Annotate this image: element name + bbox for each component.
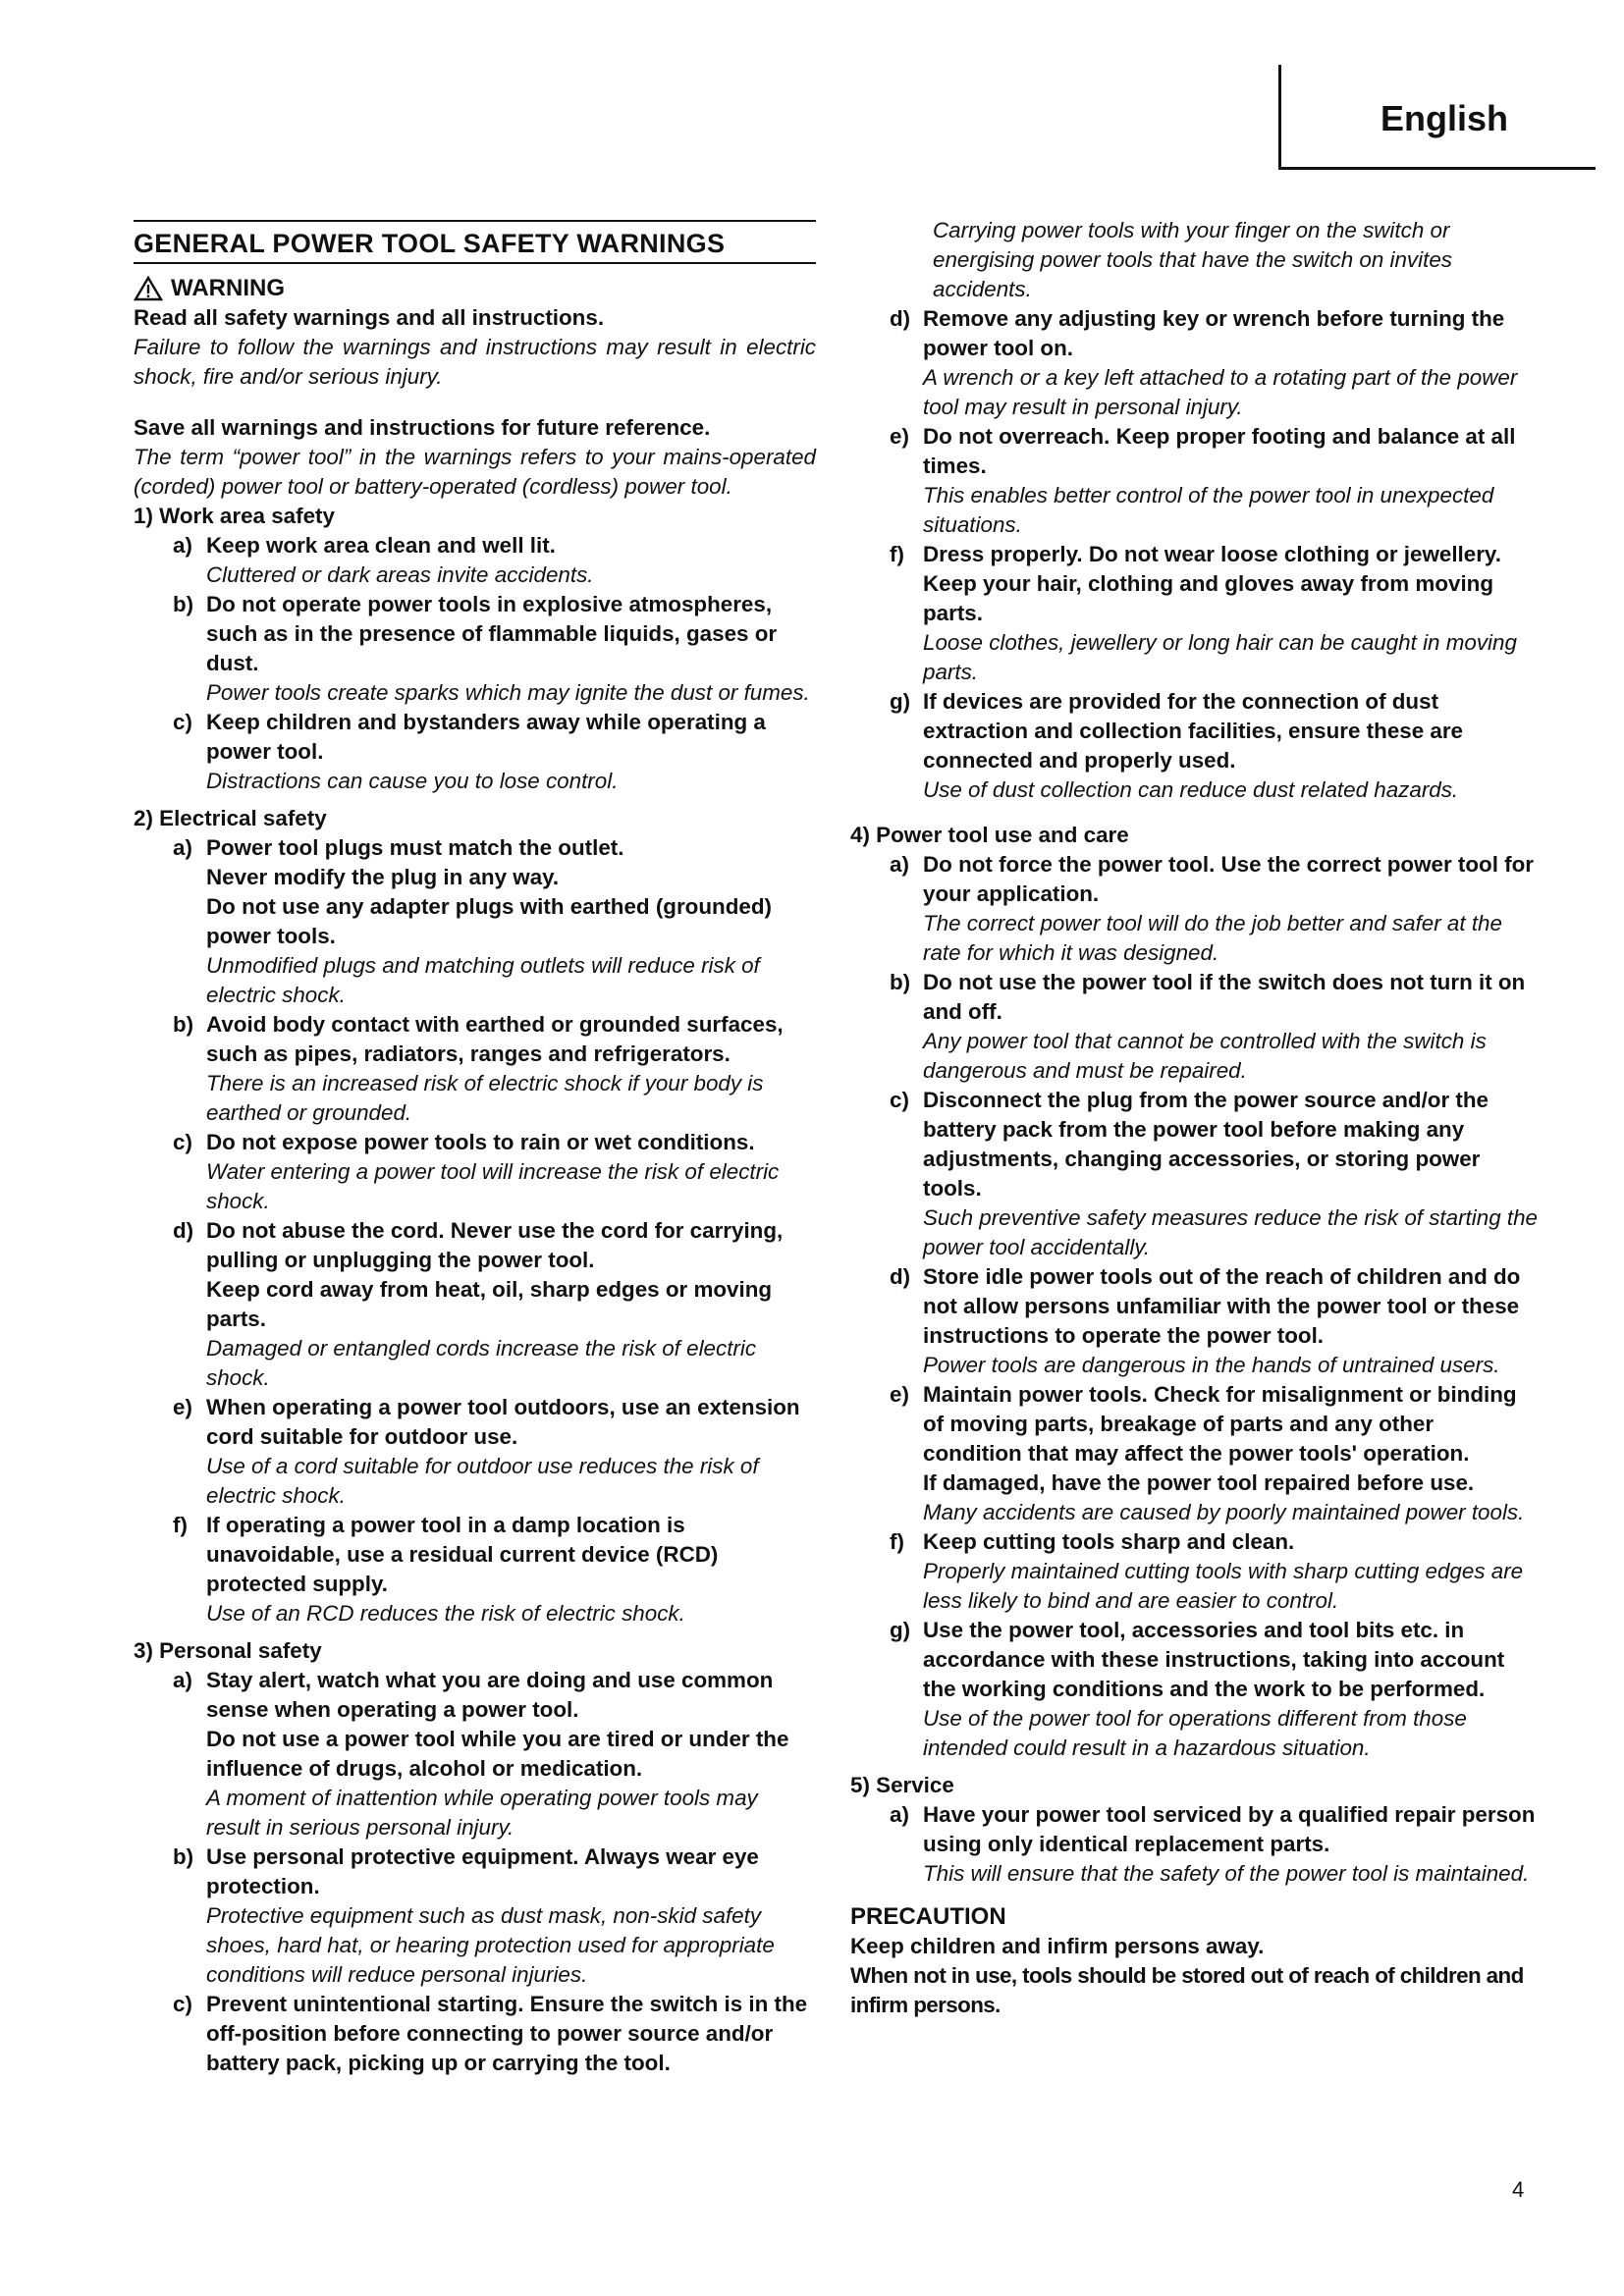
- item-text: If damaged, have the power tool repaired before use.: [923, 1470, 1475, 1495]
- item-5a: a) Have your power tool serviced by a qualified repair person using only identical replacement parts. This will ensure that the safety of the power tool is maintained.: [850, 1800, 1538, 1889]
- item-3a: a) Stay alert, watch what you are doing and use common sense when operating a power tool. Do not use a power tool while you are tired or under the influence of drugs, alcohol or medication. A moment of inattention while operating power tools may result in serious personal injury.: [134, 1666, 816, 1842]
- precaution-line-1: Keep children and infirm persons away.: [850, 1934, 1265, 1958]
- precaution-line-2: When not in use, tools should be stored out of reach of children and infirm persons.: [850, 1963, 1524, 2017]
- item-3g: g) If devices are provided for the connection of dust extraction and collection facilities, ensure these are connected and properly used. Use of dust collection can reduce dust related hazards.: [850, 687, 1538, 805]
- item-text: Do not operate power tools in explosive atmospheres, such as in the presence of flammable liquids, gases or dust.: [206, 592, 778, 675]
- item-1b: b) Do not operate power tools in explosive atmospheres, such as in the presence of flammable liquids, gases or dust. Power tools create sparks which may ignite the dust or fumes.: [134, 590, 816, 708]
- item-2e: e) When operating a power tool outdoors, use an extension cord suitable for outdoor use. Use of a cord suitable for outdoor use reduces the risk of electric shock.: [134, 1393, 816, 1511]
- section-4-heading: 4) Power tool use and care: [850, 823, 1129, 847]
- save-bold: Save all warnings and instructions for future reference.: [134, 415, 711, 440]
- item-4b: b) Do not use the power tool if the switch does not turn it on and off. Any power tool that cannot be controlled with the switch is dangerous and must be repaired.: [850, 968, 1538, 1086]
- intro-bold: Read all safety warnings and all instructions.: [134, 305, 605, 330]
- item-2d: d) Do not abuse the cord. Never use the cord for carrying, pulling or unplugging the power tool. Keep cord away from heat, oil, sharp edges or moving parts. Damaged or entangled cords increase the risk of electric shock.: [134, 1216, 816, 1393]
- item-4a: a) Do not force the power tool. Use the correct power tool for your application. The correct power tool will do the job better and safer at the rate for which it was designed.: [850, 850, 1538, 968]
- item-text: Do not force the power tool. Use the correct power tool for your application.: [923, 852, 1535, 906]
- section-1-heading: 1) Work area safety: [134, 504, 335, 528]
- item-2b: b) Avoid body contact with earthed or grounded surfaces, such as pipes, radiators, ranges and refrigerators. There is an increased risk of electric shock if your body is earthed or grounded.: [134, 1010, 816, 1128]
- item-text: Prevent unintentional starting. Ensure the switch is in the off-position before connecting to power source and/or battery pack, picking up or carrying the tool.: [206, 1992, 808, 2075]
- item-text: Avoid body contact with earthed or grounded surfaces, such as pipes, radiators, ranges and refrigerators.: [206, 1012, 784, 1066]
- save-italic: The term “power tool” in the warnings refers to your mains-operated (corded) power tool or battery-operated (cordless) power tool.: [134, 445, 816, 499]
- section-5-heading: 5) Service: [850, 1773, 954, 1797]
- item-text: Never modify the plug in any way.: [206, 865, 560, 889]
- item-text: Keep work area clean and well lit.: [206, 533, 556, 558]
- item-note: Water entering a power tool will increase the risk of electric shock.: [206, 1159, 780, 1213]
- item-text: When operating a power tool outdoors, use an extension cord suitable for outdoor use.: [206, 1395, 800, 1449]
- item-text: Do not abuse the cord. Never use the cord for carrying, pulling or unplugging the power tool.: [206, 1218, 784, 1272]
- item-note: A moment of inattention while operating power tools may result in serious personal injury.: [206, 1786, 758, 1840]
- item-2a: a) Power tool plugs must match the outlet. Never modify the plug in any way. Do not use any adapter plugs with earthed (grounded) power tools. Unmodified plugs and matching outlets will reduce risk of electric shock.: [134, 833, 816, 1010]
- item-text: Keep cord away from heat, oil, sharp edges or moving parts.: [206, 1277, 773, 1331]
- item-3c-note: Carrying power tools with your finger on the switch or energising power tools that have the switch on invites accidents.: [933, 218, 1452, 301]
- section-title: GENERAL POWER TOOL SAFETY WARNINGS: [134, 220, 816, 264]
- item-text: Use the power tool, accessories and tool bits etc. in accordance with these instructions, taking into account the working conditions and the work to be performed.: [923, 1618, 1505, 1701]
- item-note: Damaged or entangled cords increase the risk of electric shock.: [206, 1336, 757, 1390]
- item-text: Do not expose power tools to rain or wet conditions.: [206, 1130, 755, 1154]
- left-column: [134, 0, 816, 2078]
- section-2-heading: 2) Electrical safety: [134, 806, 327, 830]
- warning-icon: [134, 276, 163, 301]
- item-text: Use personal protective equipment. Always wear eye protection.: [206, 1844, 759, 1898]
- item-text: Have your power tool serviced by a qualified repair person using only identical replacement parts.: [923, 1802, 1536, 1856]
- item-text: Remove any adjusting key or wrench before turning the power tool on.: [923, 306, 1505, 360]
- item-note: Distractions can cause you to lose control.: [206, 769, 619, 793]
- language-label: English: [1380, 98, 1509, 138]
- item-note: Loose clothes, jewellery or long hair can be caught in moving parts.: [923, 630, 1517, 684]
- item-note: Power tools are dangerous in the hands of untrained users.: [923, 1353, 1500, 1377]
- item-3f: f) Dress properly. Do not wear loose clothing or jewellery. Keep your hair, clothing and gloves away from moving parts. Loose clothes, jewellery or long hair can be caught in moving parts.: [850, 540, 1538, 687]
- item-note: This enables better control of the power tool in unexpected situations.: [923, 483, 1494, 537]
- item-text: Keep cutting tools sharp and clean.: [923, 1529, 1295, 1554]
- item-text: Do not overreach. Keep proper footing and balance at all times.: [923, 424, 1516, 478]
- item-note: Unmodified plugs and matching outlets will reduce risk of electric shock.: [206, 953, 760, 1007]
- item-3d: d) Remove any adjusting key or wrench before turning the power tool on. A wrench or a key left attached to a rotating part of the power tool may result in personal injury.: [850, 304, 1538, 422]
- page-number: 4: [1512, 2177, 1525, 2202]
- item-text: Power tool plugs must match the outlet.: [206, 835, 624, 860]
- item-text: Disconnect the plug from the power source and/or the battery pack from the power tool before making any adjustments, changing accessories, or storing power tools.: [923, 1088, 1489, 1201]
- warning-label: WARNING: [171, 275, 285, 301]
- item-1c: c) Keep children and bystanders away while operating a power tool. Distractions can cause you to lose control.: [134, 708, 816, 796]
- item-text: Store idle power tools out of the reach of children and do not allow persons unfamiliar with the power tool or these instructions to operate the power tool.: [923, 1264, 1521, 1348]
- item-note: Such preventive safety measures reduce the risk of starting the power tool accidentally.: [923, 1205, 1539, 1259]
- item-4e: e) Maintain power tools. Check for misalignment or binding of moving parts, breakage of parts and any other condition that may affect the power tools' operation. If damaged, have the power tool repaired before use. Many accidents are caused by poorly maintained power tools.: [850, 1380, 1538, 1527]
- item-text: Dress properly. Do not wear loose clothing or jewellery. Keep your hair, clothing and gloves away from moving parts.: [923, 542, 1501, 625]
- item-note: A wrench or a key left attached to a rotating part of the power tool may result in personal injury.: [923, 365, 1518, 419]
- item-text: If operating a power tool in a damp location is unavoidable, use a residual current device (RCD) protected supply.: [206, 1513, 719, 1596]
- item-3b: b) Use personal protective equipment. Always wear eye protection. Protective equipment such as dust mask, non-skid safety shoes, hard hat, or hearing protection used for appropriate conditions will reduce personal injuries.: [134, 1842, 816, 1990]
- item-text: Do not use the power tool if the switch does not turn it on and off.: [923, 970, 1526, 1024]
- item-4d: d) Store idle power tools out of the reach of children and do not allow persons unfamiliar with the power tool or these instructions to operate the power tool. Power tools are dangerous in the hands of untrained users.: [850, 1262, 1538, 1380]
- intro-italic: Failure to follow the warnings and instructions may result in electric shock, fire and/or serious injury.: [134, 335, 816, 389]
- item-note: Power tools create sparks which may ignite the dust or fumes.: [206, 680, 810, 705]
- item-4c: c) Disconnect the plug from the power source and/or the battery pack from the power tool before making any adjustments, changing accessories, or storing power tools. Such preventive safety measures reduce the risk of starting the power tool accidentally.: [850, 1086, 1538, 1262]
- item-text: Keep children and bystanders away while operating a power tool.: [206, 710, 766, 764]
- item-text: Do not use any adapter plugs with earthed (grounded) power tools.: [206, 894, 772, 948]
- item-note: Any power tool that cannot be controlled with the switch is dangerous and must be repaired.: [923, 1029, 1487, 1083]
- item-note: Cluttered or dark areas invite accidents.: [206, 562, 594, 587]
- item-note: Use of the power tool for operations different from those intended could result in a hazardous situation.: [923, 1706, 1467, 1760]
- item-note: Use of a cord suitable for outdoor use reduces the risk of electric shock.: [206, 1454, 759, 1508]
- item-2c: c) Do not expose power tools to rain or wet conditions. Water entering a power tool will increase the risk of electric shock.: [134, 1128, 816, 1216]
- item-note: There is an increased risk of electric shock if your body is earthed or grounded.: [206, 1071, 764, 1125]
- item-4g: g) Use the power tool, accessories and tool bits etc. in accordance with these instructions, taking into account the working conditions and the work to be performed. Use of the power tool for operations different from those intended could result in a hazardous situation.: [850, 1616, 1538, 1763]
- warning-heading: [134, 274, 816, 303]
- precaution-title: PRECAUTION: [850, 1903, 1006, 1930]
- item-note: Protective equipment such as dust mask, non-skid safety shoes, hard hat, or hearing protection used for appropriate conditions will reduce personal injuries.: [206, 1903, 775, 1987]
- item-note: Use of an RCD reduces the risk of electric shock.: [206, 1601, 685, 1626]
- item-1a: a) Keep work area clean and well lit. Cluttered or dark areas invite accidents.: [134, 531, 816, 590]
- section-3-heading: 3) Personal safety: [134, 1638, 322, 1663]
- item-text: Maintain power tools. Check for misalignment or binding of moving parts, breakage of parts and any other condition that may affect the power tools' operation.: [923, 1382, 1517, 1466]
- item-note: This will ensure that the safety of the power tool is maintained.: [923, 1861, 1530, 1886]
- item-text: Stay alert, watch what you are doing and use common sense when operating a power tool.: [206, 1668, 774, 1722]
- item-2f: f) If operating a power tool in a damp location is unavoidable, use a residual current device (RCD) protected supply. Use of an RCD reduces the risk of electric shock.: [134, 1511, 816, 1629]
- item-note: Use of dust collection can reduce dust related hazards.: [923, 777, 1459, 802]
- item-note: Properly maintained cutting tools with sharp cutting edges are less likely to bind and are easier to control.: [923, 1559, 1524, 1613]
- item-3e: e) Do not overreach. Keep proper footing and balance at all times. This enables better control of the power tool in unexpected situations.: [850, 422, 1538, 540]
- item-text: Do not use a power tool while you are tired or under the influence of drugs, alcohol or medication.: [206, 1727, 789, 1781]
- right-column: [850, 216, 1538, 2020]
- item-3c: c) Prevent unintentional starting. Ensure the switch is in the off-position before connecting to power source and/or battery pack, picking up or carrying the tool.: [134, 1990, 816, 2078]
- item-4f: f) Keep cutting tools sharp and clean. Properly maintained cutting tools with sharp cutting edges are less likely to bind and are easier to control.: [850, 1527, 1538, 1616]
- item-note: Many accidents are caused by poorly maintained power tools.: [923, 1500, 1525, 1524]
- item-note: The correct power tool will do the job better and safer at the rate for which it was designed.: [923, 911, 1502, 965]
- item-text: If devices are provided for the connection of dust extraction and collection facilities, ensure these are connected and properly used.: [923, 689, 1464, 773]
